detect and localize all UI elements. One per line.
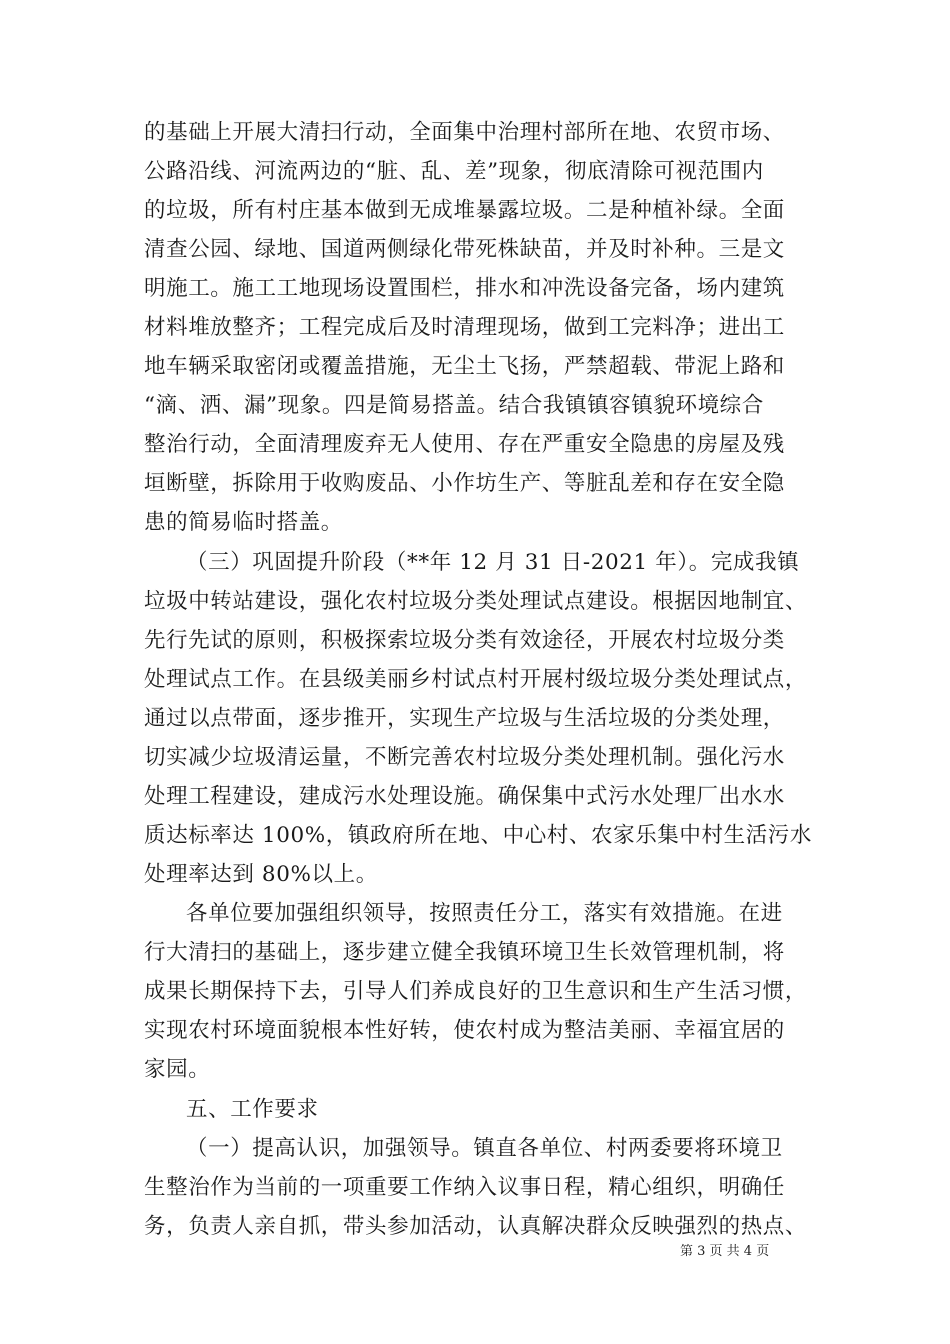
text-line: 地车辆采取密闭或覆盖措施，无尘土飞扬，严禁超载、带泥上路和 xyxy=(144,354,785,379)
paragraph-start-line: 各单位要加强组织领导，按照责任分工，落实有效措施。在进 xyxy=(186,901,783,926)
paragraph-start-line: （三）巩固提升阶段（**年 12 月 31 日-2021 年）。完成我镇 xyxy=(186,550,800,575)
text-line: 整治行动，全面清理废弃无人使用、存在严重安全隐患的房屋及残 xyxy=(144,432,785,457)
text-line: 处理试点工作。在县级美丽乡村试点村开展村级垃圾分类处理试点， xyxy=(144,667,808,692)
text-line: 处理率达到 80%以上。 xyxy=(144,862,378,887)
text-line: 处理工程建设，建成污水处理设施。确保集中式污水处理厂出水水 xyxy=(144,784,785,809)
section-heading: 五、工作要求 xyxy=(186,1097,319,1122)
text-line: 先行先试的原则，积极探索垃圾分类有效途径，开展农村垃圾分类 xyxy=(144,628,785,653)
text-line: 垃圾中转站建设，强化农村垃圾分类处理试点建设。根据因地制宜、 xyxy=(144,589,808,614)
text-line: 生整治作为当前的一项重要工作纳入议事日程，精心组织，明确任 xyxy=(144,1175,785,1200)
text-line: 的基础上开展大清扫行动，全面集中治理村部所在地、农贸市场、 xyxy=(144,120,785,145)
text-line: 实现农村环境面貌根本性好转，使农村成为整洁美丽、幸福宜居的 xyxy=(144,1018,785,1043)
text-line: 行大清扫的基础上，逐步建立健全我镇环境卫生长效管理机制，将 xyxy=(144,940,785,965)
text-line: 切实减少垃圾清运量，不断完善农村垃圾分类处理机制。强化污水 xyxy=(144,745,785,770)
text-line: 通过以点带面，逐步推开，实现生产垃圾与生活垃圾的分类处理， xyxy=(144,706,785,731)
text-line: 公路沿线、河流两边的“脏、乱、差”现象，彻底清除可视范围内 xyxy=(144,159,764,184)
text-line: 清查公园、绿地、国道两侧绿化带死株缺苗，并及时补种。三是文 xyxy=(144,237,785,262)
text-line: 材料堆放整齐；工程完成后及时清理现场，做到工完料净；进出工 xyxy=(144,315,785,340)
text-line: 成果长期保持下去，引导人们养成良好的卫生意识和生产生活习惯， xyxy=(144,979,808,1004)
paragraph-start-line: （一）提高认识，加强领导。镇直各单位、村两委要将环境卫 xyxy=(186,1136,783,1161)
text-line: “滴、洒、漏”现象。四是简易搭盖。结合我镇镇容镇貌环境综合 xyxy=(144,393,764,418)
page-number: 第 3 页 共 4 页 xyxy=(680,1244,770,1259)
text-line: 患的简易临时搭盖。 xyxy=(144,510,343,535)
text-line: 的垃圾，所有村庄基本做到无成堆暴露垃圾。二是种植补绿。全面 xyxy=(144,198,785,223)
text-line: 质达标率达 100%，镇政府所在地、中心村、农家乐集中村生活污水 xyxy=(144,823,813,848)
text-line: 垣断壁，拆除用于收购废品、小作坊生产、等脏乱差和存在安全隐 xyxy=(144,471,785,496)
text-line: 务，负责人亲自抓，带头参加活动，认真解决群众反映强烈的热点、 xyxy=(144,1214,808,1239)
text-line: 家园。 xyxy=(144,1057,211,1082)
text-line: 明施工。施工工地现场设置围栏，排水和冲洗设备完备，场内建筑 xyxy=(144,276,785,301)
